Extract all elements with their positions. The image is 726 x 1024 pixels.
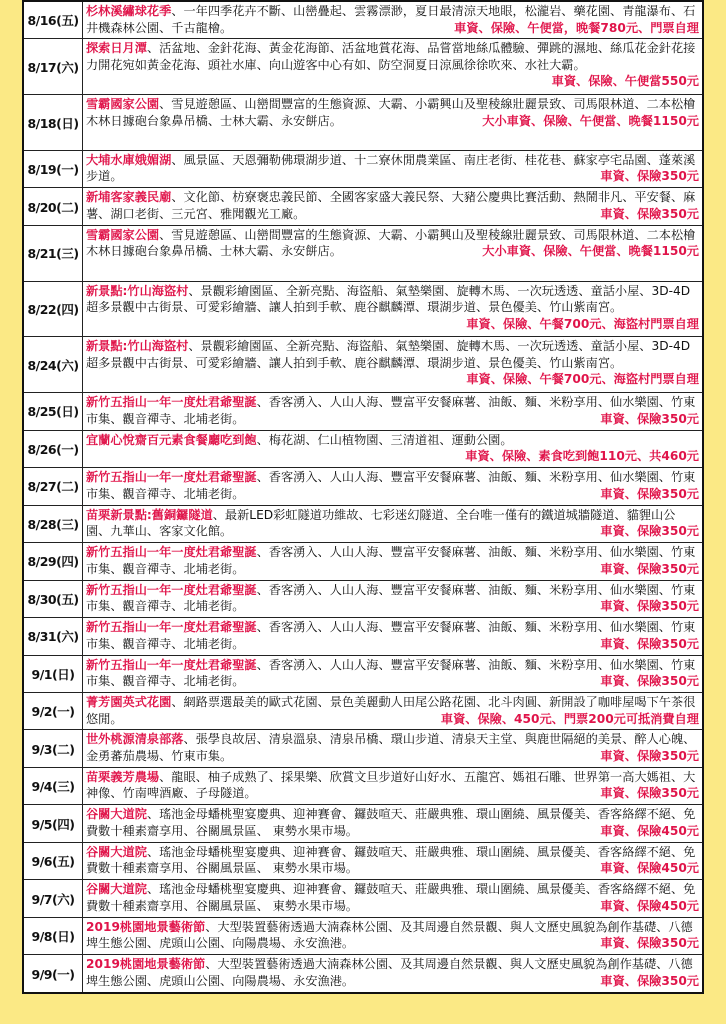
schedule-row bbox=[24, 188, 702, 225]
trip-date: 9/4(三) bbox=[24, 768, 83, 804]
schedule-row bbox=[24, 880, 702, 917]
trip-description bbox=[83, 282, 702, 337]
schedule-row bbox=[24, 39, 702, 95]
trip-date: 9/8(日) bbox=[24, 918, 83, 954]
trip-destination: 2019桃園地景藝術節 bbox=[86, 957, 206, 972]
trip-itinerary: 、大型裝置藝術透過大湳森林公園、及其周邊自然景觀、與人文歷史風貌為創作基礎、八德埤生態公園、虎頭山公園、向陽農場、永安漁港。 bbox=[86, 919, 693, 951]
trip-itinerary: 、香客湧入、人山人海、豐富平安餐麻薯、油飯、麵、米粉享用、仙水樂園、竹東市集、觀音禪寺、北埔老街。 bbox=[86, 657, 696, 689]
trip-itinerary: 、香客湧入、人山人海、豐富平安餐麻薯、油飯、麵、米粉享用、仙水樂園、竹東市集、觀音禪寺、北埔老街。 bbox=[86, 620, 696, 651]
schedule-row bbox=[24, 581, 702, 618]
trip-destination: 苗栗新景點:舊銅鑼隧道 bbox=[86, 507, 213, 522]
trip-price: 車資、保險450元 bbox=[600, 823, 699, 838]
trip-price: 車資、保險350元 bbox=[600, 524, 699, 539]
trip-description bbox=[83, 393, 702, 429]
trip-price: 車資、保險350元 bbox=[600, 786, 699, 801]
schedule-row bbox=[24, 693, 702, 730]
trip-price: 車資、保險350元 bbox=[600, 748, 699, 763]
trip-date: 8/29(四) bbox=[24, 543, 83, 579]
trip-destination: 谷關大道院 bbox=[86, 882, 147, 897]
schedule-row bbox=[24, 468, 702, 505]
trip-price: 大小車資、保險、午便當、晚餐1150元 bbox=[482, 244, 699, 259]
trip-description bbox=[83, 843, 702, 879]
trip-description bbox=[83, 730, 702, 766]
trip-date: 8/30(五) bbox=[24, 581, 83, 617]
trip-price: 車資、保險350元 bbox=[600, 936, 699, 951]
trip-description bbox=[83, 618, 702, 654]
trip-description bbox=[83, 880, 702, 916]
trip-date: 8/27(二) bbox=[24, 468, 83, 504]
trip-description bbox=[83, 95, 702, 150]
schedule-row bbox=[24, 955, 702, 991]
trip-description bbox=[83, 955, 702, 991]
schedule-row bbox=[24, 730, 702, 767]
trip-destination: 宜蘭心悅齋百元素食餐廳吃到飽 bbox=[86, 432, 257, 447]
schedule-row bbox=[24, 768, 702, 805]
trip-itinerary: 、龍眼、柚子成熟了、採果樂、欣賞文旦步道好山好水、五龍宮、媽祖石雕、世界第一高大媽祖、大神像、竹南啤酒廠、子母隧道。 bbox=[86, 769, 696, 801]
schedule-row bbox=[24, 656, 702, 693]
trip-date: 8/18(日) bbox=[24, 95, 83, 150]
schedule-table bbox=[22, 0, 704, 994]
trip-destination: 杉林溪繡球花季 bbox=[86, 4, 172, 18]
trip-description bbox=[83, 151, 702, 187]
trip-itinerary: 、香客湧入、人山人海、豐富平安餐麻薯、油飯、麵、米粉享用、仙水樂園、竹東市集、觀音禪寺、北埔老街。 bbox=[86, 582, 696, 614]
trip-date: 8/28(三) bbox=[24, 506, 83, 542]
trip-description bbox=[83, 39, 702, 94]
trip-itinerary: 、瑤池金母蟠桃聖宴慶典、迎神賽會、鑼鼓喧天、莊嚴典雅、環山圍繞、風景優美、香客絡繹不絕、免費數十種素齋享用、谷關風景區、 東勢水果市場。 bbox=[86, 882, 696, 913]
trip-price: 車資、保險、午餐700元、海盜村門票自理 bbox=[466, 316, 699, 331]
trip-description bbox=[83, 226, 702, 281]
trip-date: 9/1(日) bbox=[24, 656, 83, 692]
trip-price: 車資、保險350元 bbox=[600, 636, 699, 651]
schedule-row bbox=[24, 151, 702, 188]
trip-itinerary: 、最新LED彩虹隧道功維故、七彩迷幻隧道、全台唯一僅有的鐵道城牆隧道、貓貍山公園、九華山、客家文化館。 bbox=[86, 507, 676, 539]
trip-destination: 雪霸國家公園 bbox=[86, 227, 160, 242]
trip-destination: 新景點:竹山海盜村 bbox=[86, 339, 189, 354]
trip-destination: 新竹五指山一年一度灶君爺聖誕 bbox=[86, 545, 257, 560]
trip-date: 8/16(五) bbox=[24, 2, 83, 38]
trip-itinerary: 、大型裝置藝術透過大湳森林公園、及其周邊自然景觀、與人文歷史風貌為創作基礎、八德埤生態公園、虎頭山公園、向陽農場、永安漁港。 bbox=[86, 957, 693, 988]
trip-description bbox=[83, 768, 702, 804]
schedule-row bbox=[24, 431, 702, 468]
trip-date: 8/21(三) bbox=[24, 226, 83, 281]
trip-price: 車資、保險350元 bbox=[600, 973, 699, 988]
schedule-row bbox=[24, 843, 702, 880]
trip-price: 車資、保險350元 bbox=[600, 169, 699, 184]
trip-description bbox=[83, 506, 702, 542]
trip-itinerary: 、梅花湖、仁山植物園、三清道祖、運動公園。 bbox=[256, 432, 513, 447]
trip-description bbox=[83, 431, 702, 467]
schedule-row bbox=[24, 226, 702, 282]
trip-price: 車資、保險350元 bbox=[600, 674, 699, 689]
trip-description bbox=[83, 581, 702, 617]
trip-itinerary: 、雪見遊憩區、山巒間豐富的生態資源、大霸、小霸興山及聖稜線壯麗景致、司馬限林道、二本松檜木林日據砲台象鼻吊橋、士林大霸、永安餅店。 bbox=[86, 227, 696, 259]
trip-price: 車資、保險、午便當550元 bbox=[551, 74, 699, 89]
trip-itinerary: 、張學良故居、清泉溫泉、清泉吊橋、環山步道、清泉天主堂、與鹿世隔絕的美景、醉人心魄、金勇蕃茄農場、竹東市集。 bbox=[86, 732, 696, 763]
trip-itinerary: 、瑤池金母蟠桃聖宴慶典、迎神賽會、鑼鼓喧天、莊嚴典雅、環山圍繞、風景優美、香客絡繹不絕、免費數十種素齋享用、谷關風景區、 東勢水果市場。 bbox=[86, 844, 696, 876]
trip-price: 車資、保險350元 bbox=[600, 599, 699, 614]
trip-destination: 雪霸國家公園 bbox=[86, 97, 160, 112]
trip-description bbox=[83, 543, 702, 579]
trip-itinerary: 、景觀彩繪園區、全新亮點、海盜船、氣墊樂園、旋轉木馬、一次玩透透、童話小屋、3D-4D超多景觀中古街景、可愛彩繪牆、讓人拍到手軟、鹿谷麒麟潭、環湖步道、景色優美、竹山紫南宮。 bbox=[86, 283, 691, 315]
trip-destination: 探索日月潭 bbox=[86, 41, 147, 56]
trip-description bbox=[83, 656, 702, 692]
trip-description bbox=[83, 468, 702, 504]
trip-date: 8/24(六) bbox=[24, 337, 83, 392]
trip-destination: 世外桃源清泉部落 bbox=[86, 732, 184, 747]
trip-price: 車資、保險、午餐700元、海盜村門票自理 bbox=[466, 372, 699, 387]
trip-description bbox=[83, 188, 702, 224]
trip-itinerary: 、香客湧入、人山人海、豐富平安餐麻薯、油飯、麵、米粉享用、仙水樂園、竹東市集、觀音禪寺、北埔老街。 bbox=[86, 545, 696, 576]
trip-date: 9/6(五) bbox=[24, 843, 83, 879]
trip-description bbox=[83, 918, 702, 954]
trip-destination: 苗栗義芳農場 bbox=[86, 769, 160, 784]
trip-price: 車資、保險350元 bbox=[600, 561, 699, 576]
trip-destination: 新埔客家義民廟 bbox=[86, 190, 172, 205]
trip-itinerary: 、香客湧入、人山人海、豐富平安餐麻薯、油飯、麵、米粉享用、仙水樂園、竹東市集、觀音禪寺、北埔老街。 bbox=[86, 470, 696, 501]
trip-date: 8/31(六) bbox=[24, 618, 83, 654]
trip-itinerary: 、活盆地、金針花海、黃金花海節、活盆地賞花海、品嘗當地絲瓜體驗、彈跳的濕地、絲瓜花金針花接力開花宛如黃金花海、頭社水庫、向山遊客中心有如、防空洞夏日涼風徐徐吹來、水社大霸。 bbox=[86, 41, 696, 72]
trip-date: 9/9(一) bbox=[24, 955, 83, 991]
trip-destination: 新景點:竹山海盜村 bbox=[86, 283, 189, 298]
trip-destination: 新竹五指山一年一度灶君爺聖誕 bbox=[86, 395, 257, 410]
trip-destination: 菁芳園英式花園 bbox=[86, 695, 172, 709]
trip-destination: 新竹五指山一年一度灶君爺聖誕 bbox=[86, 657, 257, 672]
trip-price: 車資、保險、午便當，晚餐780元、門票自理 bbox=[454, 20, 699, 35]
trip-price: 車資、保險350元 bbox=[600, 411, 699, 426]
trip-description bbox=[83, 805, 702, 841]
trip-price: 車資、保險、素食吃到飽110元、共460元 bbox=[465, 449, 699, 464]
schedule-row bbox=[24, 506, 702, 543]
trip-description bbox=[83, 2, 702, 38]
trip-destination: 新竹五指山一年一度灶君爺聖誕 bbox=[86, 470, 257, 485]
trip-description bbox=[83, 337, 702, 392]
trip-price: 車資、保險350元 bbox=[600, 206, 699, 221]
trip-date: 9/7(六) bbox=[24, 880, 83, 916]
trip-itinerary: 、景觀彩繪園區、全新亮點、海盜船、氣墊樂園、旋轉木馬、一次玩透透、童話小屋、3D-4D超多景觀中古街景、可愛彩繪牆、讓人拍到手軟、鹿谷麒麟潭、環湖步道、景色優美、竹山紫南宮。 bbox=[86, 339, 691, 370]
schedule-row bbox=[24, 337, 702, 393]
trip-itinerary: 、網路票選最美的歐式花園、景色美麗動人田尾公路花園、北斗肉圓、新開設了咖啡屋喝下午茶很悠閒。 bbox=[86, 695, 696, 726]
trip-description bbox=[83, 693, 702, 729]
trip-date: 9/5(四) bbox=[24, 805, 83, 841]
schedule-row bbox=[24, 543, 702, 580]
trip-destination: 谷關大道院 bbox=[86, 807, 147, 822]
trip-itinerary: 、一年四季花卉不斷、山巒疊起、雲霧漂渺，夏日最清涼天地眼，松瀧岩、藥花園、青龍瀑布、石井機森林公園、千古龍檜。 bbox=[86, 4, 696, 35]
trip-date: 9/2(一) bbox=[24, 693, 83, 729]
trip-price: 車資、保險350元 bbox=[600, 486, 699, 501]
trip-destination: 2019桃園地景藝術節 bbox=[86, 919, 206, 934]
trip-date: 8/25(日) bbox=[24, 393, 83, 429]
schedule-row bbox=[24, 95, 702, 151]
trip-itinerary: 、瑤池金母蟠桃聖宴慶典、迎神賽會、鑼鼓喧天、莊嚴典雅、環山圍繞、風景優美、香客絡繹不絕、免費數十種素齋享用、谷關風景區、 東勢水果市場。 bbox=[86, 807, 696, 838]
trip-itinerary: 、文化節、枋寮褒忠義民節、全國客家盛大義民祭、大豬公慶典比賽活動、熱鬧非凡、平安餐、麻薯、湖口老街、三元宮、雅聞觀光工廠。 bbox=[86, 190, 696, 221]
schedule-row bbox=[24, 282, 702, 338]
trip-destination: 新竹五指山一年一度灶君爺聖誕 bbox=[86, 582, 257, 597]
trip-price: 大小車資、保險、午便當、晚餐1150元 bbox=[482, 113, 699, 128]
schedule-row bbox=[24, 918, 702, 955]
trip-date: 8/22(四) bbox=[24, 282, 83, 337]
trip-destination: 新竹五指山一年一度灶君爺聖誕 bbox=[86, 620, 257, 635]
trip-date: 8/20(二) bbox=[24, 188, 83, 224]
trip-date: 8/26(一) bbox=[24, 431, 83, 467]
schedule-row bbox=[24, 805, 702, 842]
trip-itinerary: 、香客湧入、人山人海、豐富平安餐麻薯、油飯、麵、米粉享用、仙水樂園、竹東市集、觀音禪寺、北埔老街。 bbox=[86, 395, 696, 426]
trip-itinerary: 、風景區、天恩彌勒佛環湖步道、十二寮休閒農業區、南庄老街、桂花巷、蘇家亭宅品園、蓬萊溪步道。 bbox=[86, 152, 696, 184]
trip-itinerary: 、雪見遊憩區、山巒間豐富的生態資源、大霸、小霸興山及聖稜線壯麗景致、司馬限林道、二本松檜木林日據砲台象鼻吊橋、士林大霸、永安餅店。 bbox=[86, 97, 696, 128]
trip-destination: 大埔水庫娥媚湖 bbox=[86, 152, 172, 167]
schedule-row bbox=[24, 618, 702, 655]
trip-price: 車資、保險450元 bbox=[600, 861, 699, 876]
trip-date: 8/19(一) bbox=[24, 151, 83, 187]
trip-date: 8/17(六) bbox=[24, 39, 83, 94]
trip-date: 9/3(二) bbox=[24, 730, 83, 766]
trip-price: 車資、保險450元 bbox=[600, 898, 699, 913]
trip-destination: 谷關大道院 bbox=[86, 844, 147, 859]
trip-price: 車資、保險、450元、門票200元可抵消費自理 bbox=[440, 711, 699, 726]
schedule-row bbox=[24, 2, 702, 39]
schedule-row bbox=[24, 393, 702, 430]
